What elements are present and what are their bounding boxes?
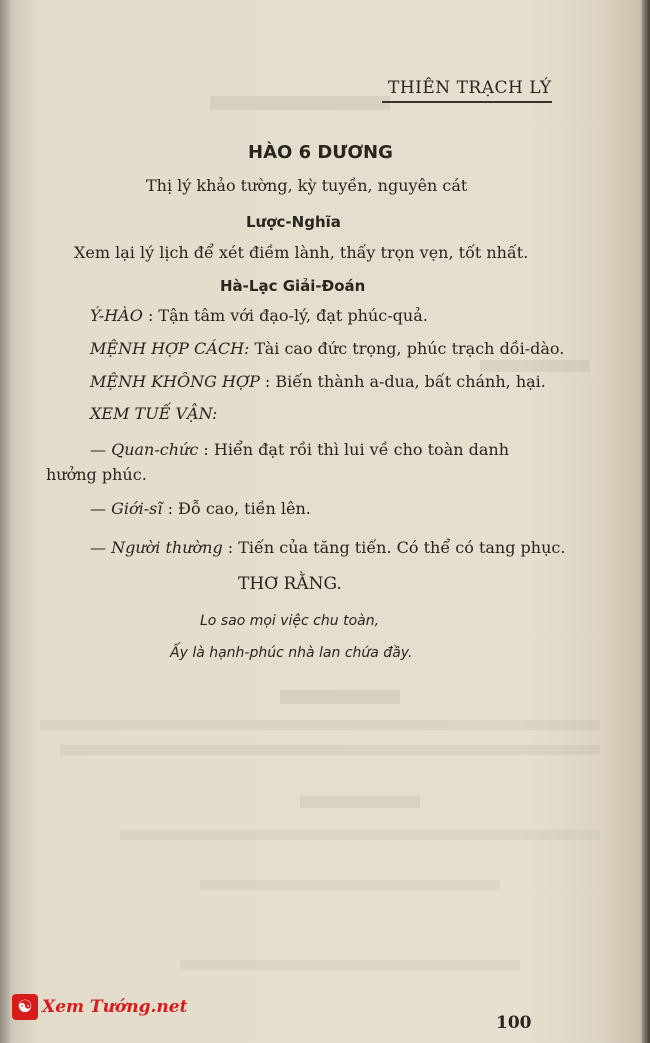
tho-rang-heading: THƠ RẰNG. xyxy=(238,574,342,594)
poem-line-2: Ấy là hạnh-phúc nhà lan chứa đầy. xyxy=(170,645,413,661)
page-edge xyxy=(642,0,650,1043)
gioi-si-text: : Đỗ cao, tiền lên. xyxy=(167,499,311,518)
site-watermark xyxy=(12,994,187,1020)
section-title: HÀO 6 DƯƠNG xyxy=(248,142,393,163)
menh-khong-text: : Biến thành a-dua, bất chánh, hại. xyxy=(264,372,546,391)
quan-chuc-line xyxy=(90,440,509,459)
y-hao-line xyxy=(90,306,428,325)
menh-hop-line xyxy=(90,339,564,358)
y-hao-text: : Tận tâm với đạo-lý, đạt phúc-quả. xyxy=(147,306,428,325)
xem-tue-van-heading: XEM TUẾ VẬN: xyxy=(90,404,218,423)
gioi-si-line xyxy=(90,499,311,518)
verse-text: Thị lý khảo tường, kỳ tuyền, nguyên cát xyxy=(146,176,468,195)
yin-yang-icon: ☯ xyxy=(12,994,38,1020)
ha-lac-heading: Hà-Lạc Giải-Đoán xyxy=(220,277,366,295)
quan-chuc-label: — Quan-chức xyxy=(90,440,199,459)
luoc-nghia-heading: Lược-Nghĩa xyxy=(246,213,341,231)
watermark-text: Xem Tướng.net xyxy=(42,997,188,1017)
quan-chuc-text: : Hiển đạt rồi thì lui về cho toàn danh xyxy=(203,440,510,459)
menh-hop-text: Tài cao đức trọng, phúc trạch dồi-dào. xyxy=(254,339,565,358)
gioi-si-label: — Giới-sĩ xyxy=(90,499,163,518)
nguoi-thuong-line xyxy=(90,538,565,557)
luoc-nghia-text: Xem lại lý lịch để xét điềm lành, thấy trọn vẹn, tốt nhất. xyxy=(74,243,529,262)
poem-line-1: Lo sao mọi việc chu toàn, xyxy=(200,613,380,629)
menh-khong-line xyxy=(90,372,546,391)
nguoi-thuong-label: — Người thường xyxy=(90,538,223,557)
book-spine xyxy=(0,0,10,1043)
page-number: 100 xyxy=(496,1013,532,1033)
nguoi-thuong-text: : Tiến của tăng tiến. Có thể có tang phục. xyxy=(227,538,566,557)
running-head: THIÊN TRẠCH LÝ xyxy=(388,78,552,98)
menh-hop-label: MỆNH HỢP CÁCH: xyxy=(90,339,250,358)
y-hao-label: Ý-HÀO xyxy=(90,306,143,325)
quan-chuc-cont: hưởng phúc. xyxy=(46,465,147,484)
header-rule xyxy=(382,101,552,103)
menh-khong-label: MỆNH KHÔNG HỢP xyxy=(90,372,260,391)
